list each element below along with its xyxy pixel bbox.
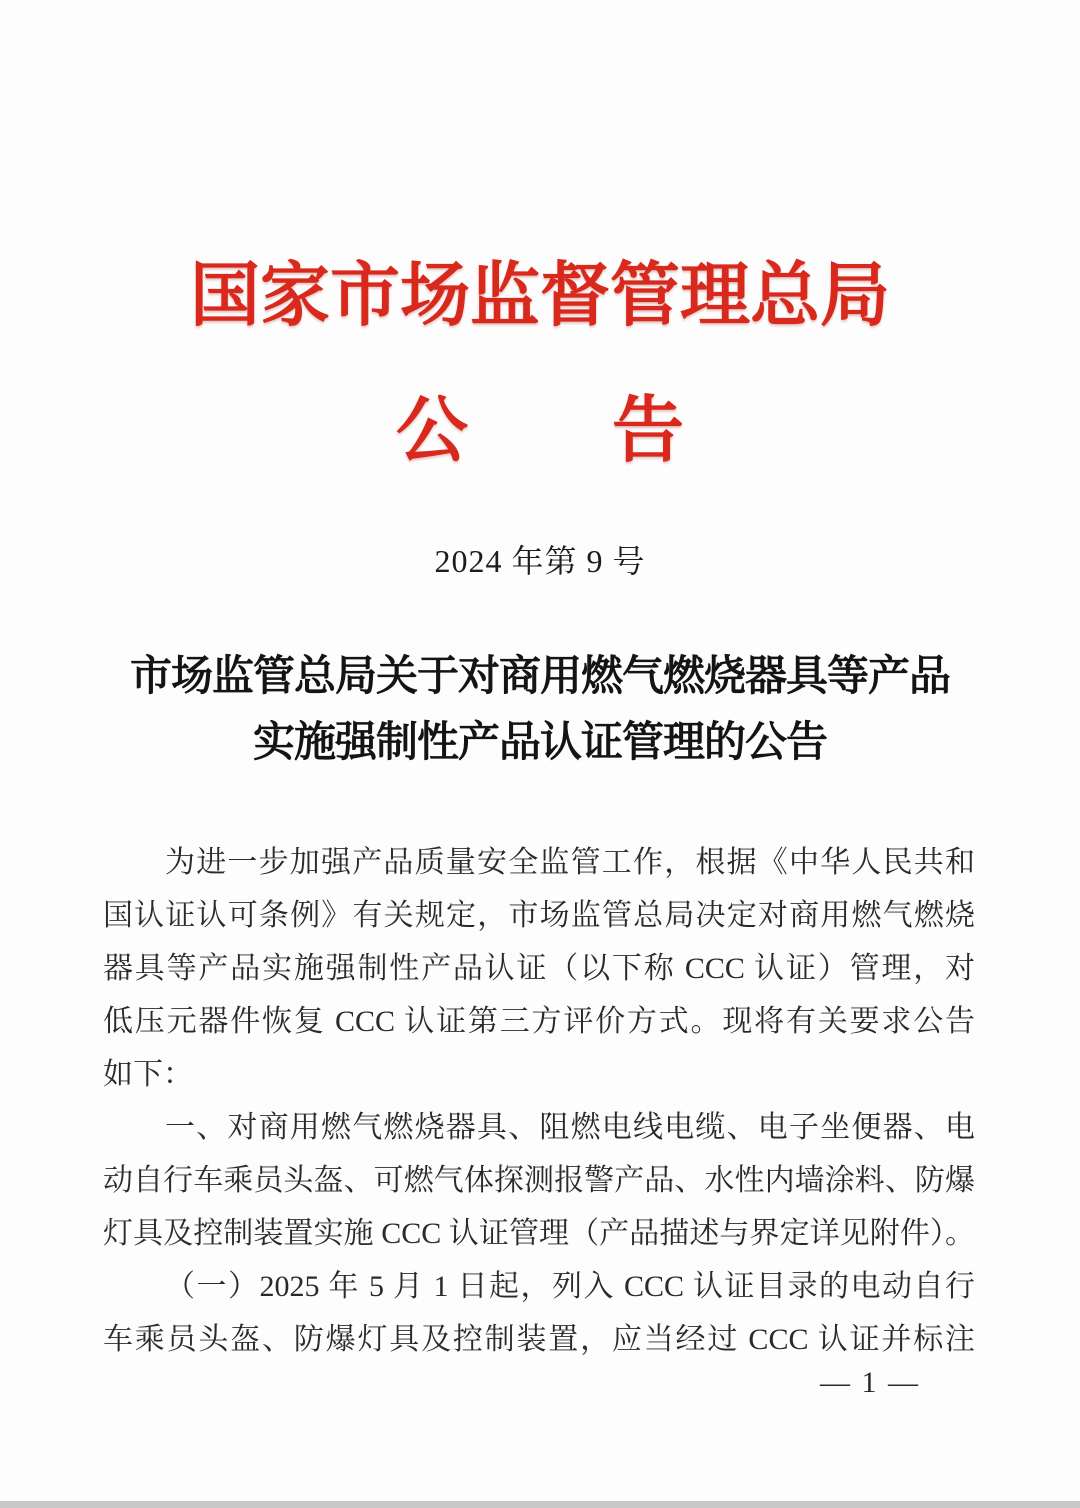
document-body — [103, 836, 975, 1366]
subject-title-line-1: 市场监管总局关于对商用燃气燃烧器具等产品 — [129, 654, 950, 700]
announcement-title: 公 告 — [395, 391, 684, 471]
body-line: 器具等产品实施强制性产品认证（以下称 CCC 认证）管理，对 — [103, 952, 975, 985]
page-bottom-edge — [0, 1501, 1080, 1508]
agency-title: 国家市场监督管理总局 — [190, 258, 890, 335]
body-line: 如下： — [103, 1058, 193, 1091]
issue-number: 2024 年第 9 号 — [434, 543, 646, 579]
subject-title — [0, 644, 1080, 776]
body-line: 国认证认可条例》有关规定，市场监管总局决定对商用燃气燃烧 — [103, 899, 975, 932]
page-number: — 1 — — [820, 1366, 920, 1399]
body-line: 灯具及控制装置实施 CCC 认证管理（产品描述与界定详见附件）。 — [103, 1217, 975, 1250]
body-line: 一、对商用燃气燃烧器具、阻燃电线电缆、电子坐便器、电 — [165, 1111, 975, 1144]
subject-title-line-2: 实施强制性产品认证管理的公告 — [252, 720, 827, 766]
body-line: （一）2025 年 5 月 1 日起，列入 CCC 认证目录的电动自行 — [165, 1270, 975, 1303]
body-line: 为进一步加强产品质量安全监管工作，根据《中华人民共和 — [165, 846, 975, 879]
body-line: 车乘员头盔、防爆灯具及控制装置，应当经过 CCC 认证并标注 — [103, 1323, 975, 1356]
body-line: 动自行车乘员头盔、可燃气体探测报警产品、水性内墙涂料、防爆 — [103, 1164, 975, 1197]
body-line: 低压元器件恢复 CCC 认证第三方评价方式。现将有关要求公告 — [103, 1005, 975, 1038]
